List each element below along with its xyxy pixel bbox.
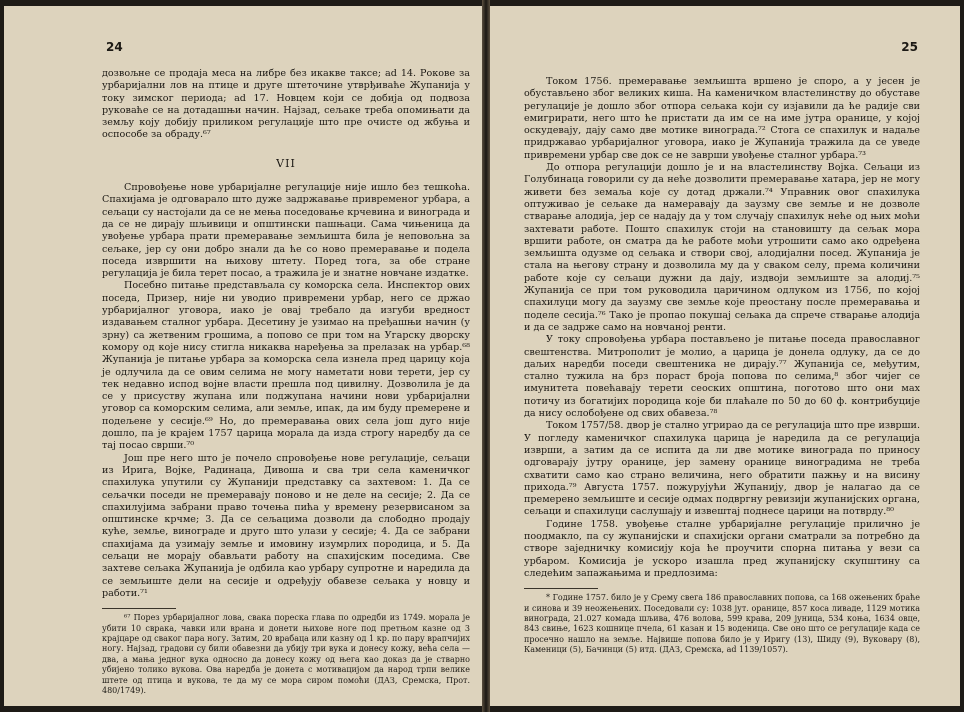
paragraph: дозвољне се продаја меса на либре без икакве таксе; ad 14. Рокове за урбаријални лов на птице и друге штеточине утврђиваће Жупанија у току зимског периода; ad 17. Новцем који се добија од подвоза руковаће се на дотадашњи начин. Најзад, сељаке треба опомињати да земљу коју добију приликом регулације што пре очисте од жбуња и оспособе за обраду.⁶⁷ (102, 68, 470, 141)
page-body (102, 68, 470, 696)
footnote-rule (102, 608, 176, 609)
paragraph: Током 1756. премеравање земљишта вршено је споро, а у јесен је обустављено због великих киша. На каменичком властелинству до обуставе регулације је дошло због отпора сељака који су изјавили да ће радије сви емигрирати, него што ће пристати да им се на име јутра оранице, у којој оскудевају, дају само две мотике винограда.⁷² Стога се спахилук и надаље придржавао урбаријалног уговора, иако је Жупанија тражила да се уведе привремени урбар све док се не заврши увођење сталног урбара.⁷³ (524, 76, 920, 161)
paragraph: До отпора регулацији дошло је и на властелинству Војка. Сељаци из Голубинаца говорили су да неће дозволити премеравање хатара, јер не могу живети без земаља које су дотад држали.⁷⁴ Управник овог спахилука оптуживао је сељаке да намеравају да заузму све земље и не дозволе стварање алодија, јер се надају да у том случају спахилук неће од њих моћи захтевати работе. Пошто спахилук стоји на становишту да сељак мора вршити работе, он сматра да ће работе моћи утрошити само ако одређена земљишта одузме од сељака и створи свој, алодијални посед. Жупанија је стала на његову страну и дозволила му да у сваком селу, према количини работе које су сељаци дужни да дају, издвоји земљиште за алодиј.⁷⁵ Жупанија се при том руководила царичином одлуком из 1756, по којој спахилуци могу да заузму све земље које преостану после премеравања и поделе сесија.⁷⁶ Тако је пропао покушај сељака да спрече стварање алодија и да се задрже само на новчаној ренти. (524, 162, 920, 333)
paragraph: Још пре него што је почело спровођење нове регулације, сељаци из Ирига, Војке, Радинаца, Дивоша и сва три села каменичког спахилука упутили су Жупанији представку са захтевом: 1. Да се сељачки поседи не премеравају поново и не деле на сесије; 2. Да се спахилујима забрани право точења пића у времену резервисаном за општинске крчме; 3. Да се сељацима дозволи да слободно продају куће, земље, винограде и друго што улази у сесије; 4. Да се забрани спахијама да узимају земље и имовину изумрлих породица, и 5. Да сељаци не морају обављати работу на спахијским поседима. Све захтеве сељака Жупанија је одбила као урбару супротне и наредила да се земљиште дели на сесије и одређују обавезе сељака у новцу и работи.⁷¹ (102, 452, 470, 599)
page-number: 25 (901, 40, 918, 54)
footnote: ⁶⁷ Порез урбаријалног лова, свака пореска глава по одредби из 1749. морала је убити 10 сврака, чавки или врана и донети њихове ноге под претњом казне од 3 крајцаре од сваког пара ногу. Затим, 20 врабаца или казну од 1 кр. по пару врапчијих ногу. Најзад, градови су били обавезни да убију три вука и донесу кожу, већа села — два, а мања једног вука односно да донесу кожу од њега као доказ да је стварно убијено толико вукова. Ова наредба је донета с мотивацијом да народ трпи велике штете од птица и вукова, те да му се мора сиром помоћи (ДАЗ, Сремска, Прот. 480/1749). (102, 613, 470, 696)
page-body (524, 76, 920, 656)
right-page (490, 6, 960, 706)
paragraph: Посебно питање представљала су коморска села. Инспектор ових поседа, Призер, није ни уводио привремени урбар, него се држао урбаријалног уговора, иако је овај требало да изгуби вредност издавањем сталног урбара. Десетину је узимао на пређашњи начин (у зрну) са жетвеним грошима, а попово се при том на Угарску дворску комору од које нису стигла никаква наређења за прелазак на урбар.⁶⁸ Жупанија је питање урбара за коморска села изнела пред царицу која је одлучила да се овим селима не могу наметати нови терети, јер су тек недавно испод војне власти прешла под цивилну. Дозволила је да се у присуству жупана или поджупана начини нови урбаријални уговор са коморским селима, али земље, ипак, да им буду премерене и подељене у сесије.⁶⁹ Но, до премеравања ових села још дуго није дошло, па је крајем 1757 царица морала да изда строгу наредбу да се тај посао сврши.⁷⁰ (102, 280, 470, 452)
paragraph: Године 1758. увођење сталне урбаријалне регулације прилично је поодмакло, па су жупанијски и спахијски органи сматрали за потребно да створе заједничку комисију која ће проучити спорна питања у вези са урбаром. Комисија је ускоро изашла пред жупанијску скупштину са следећим запажањима и предлозима: (524, 518, 920, 579)
footnote-rule (524, 588, 598, 589)
paragraph: У току спровођења урбара постављено је питање поседа православног свештенства. Митрополит је молио, а царица је донела одлуку, да се до даљих наредби поседи свештеника не дирају.⁷⁷ Жупанија се, међутим, стално тужила на брз пораст броја попова по селима,⁸ због чијег се имунитета повећавају терети сеоских општина, поготово што они мах потичу из богатијих породица које би плаћале по 50 до 60 ф. контрибуције да нису ослобођене од свих обавеза.⁷⁸ (524, 334, 920, 420)
paragraph: Током 1757/58. двор је стално угрирао да се регулација што пре изврши. У погледу каменичког спахилука царица је наредила да се регулација изврши, а затим да се испита да ли две мотике винограда по приносу одговарају јутру оранице, јер замену оранице виноградима не треба схватити само као страно величина, него обратити пажњу и на висину прихода.⁷⁹ Августа 1757. пожурујући Жупанију, двор је налагао да се премерено земљиште и сесије одмах подвргну ревизији жупанијских органа, сељаци и спахилуци саслушају и извештај поднесе царици на потврду.⁸⁰ (524, 420, 920, 518)
left-page (4, 6, 482, 706)
footnote: * Године 1757. било је у Срему свега 186 православних попова, са 168 ожењених браће и синова и 39 неожењених. Поседовали су: 1038 јут. оранице, 857 коса ливаде, 1129 мотика винограда, 21.027 комада шљива, 476 волова, 599 крава, 209 јуница, 534 коња, 1634 овце, 843 свиње, 1623 кошнице пчела, 61 казан и 15 воденица. Све оно што се регулације када се просечно нашло на земље. Највише попова било је у Иригу (13), Шиду (9), Вуковару (8), Каменици (5), Бачинци (5) итд. (ДАЗ, Сремска, ad 1139/1057). (524, 593, 920, 655)
section-heading: VII (276, 156, 296, 170)
paragraph: Спровођење нове урбаријалне регулације није ишло без тешкоћа. Спахијама је одговарало што дуже задржавање привременог урбара, а сељаци су настојали да се не мења поседовање крчевина и винограда и да се не дирају шљивици и општински пашњаци. Сама чињеница да увођење урбара прати премеравање земљишта била је неповољна за сељаке, јер су они добро знали да ће со ново премеравање и подела поседа извршити на њихову штету. Поред тога, за обе стране регулација је била терет посао, а тражила је и знатне новчане издатке. (102, 182, 470, 280)
page-number: 24 (106, 40, 123, 54)
book-gutter (482, 0, 490, 712)
